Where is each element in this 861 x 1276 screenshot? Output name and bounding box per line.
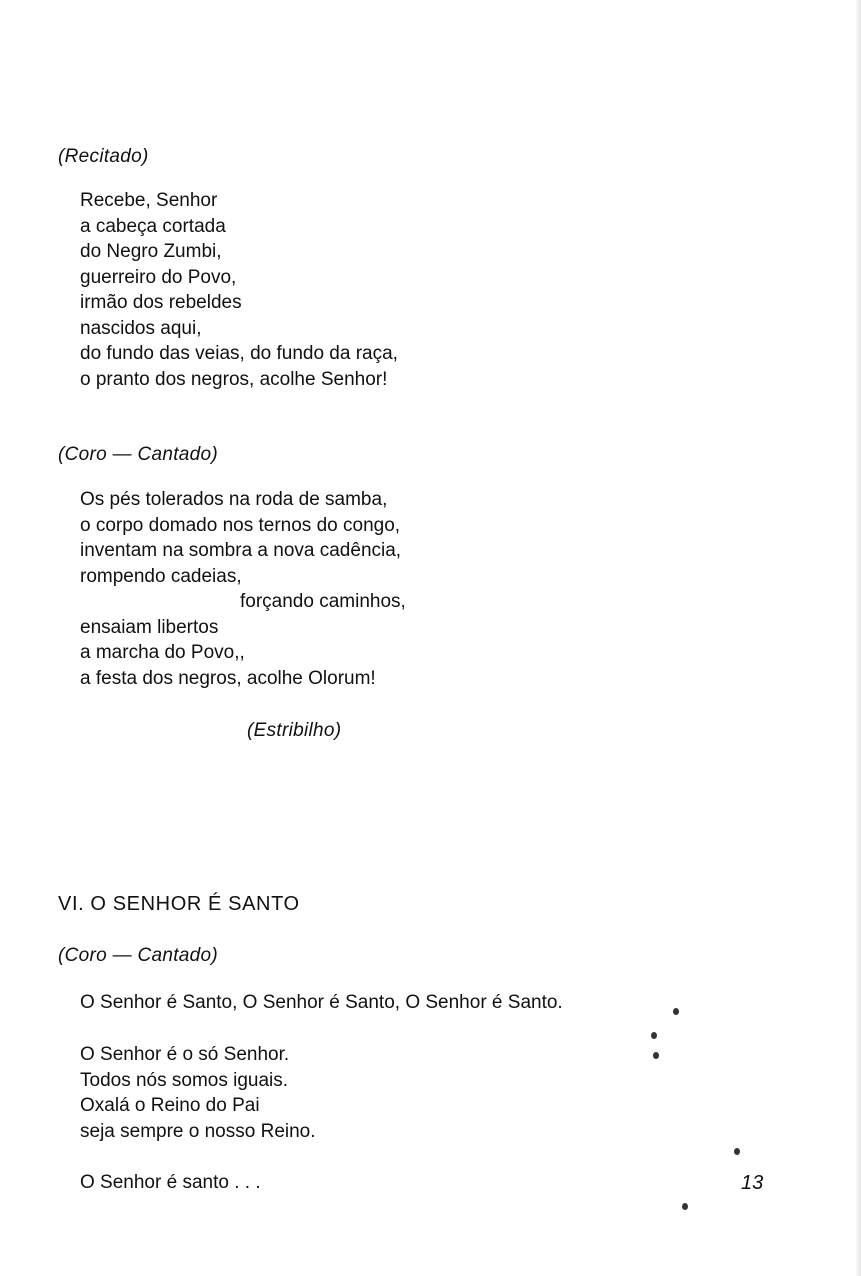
verse-line: o pranto dos negros, acolhe Senhor! <box>80 368 388 390</box>
verse-line: Recebe, Senhor <box>80 190 218 211</box>
coro-label-2: (Coro — Cantado) <box>58 945 219 966</box>
verse-line: nascidos aqui, <box>80 317 202 339</box>
verse-line: O Senhor é o só Senhor. <box>80 1044 290 1065</box>
verse-line: Todos nós somos iguais. <box>80 1069 289 1091</box>
refrain-line: O Senhor é Santo, O Senhor é Santo, O Senhor é Santo. <box>80 992 563 1013</box>
ink-speck <box>651 1032 657 1039</box>
verse-line: irmão dos rebeldes <box>80 292 242 313</box>
verse-line: Oxalá o Reino do Pai <box>80 1095 260 1116</box>
verse-line: o corpo domado nos ternos do congo, <box>80 514 401 536</box>
verse-line: do fundo das veias, do fundo da raça, <box>80 343 398 364</box>
stanza-verse <box>80 1042 316 1144</box>
verse-line: Os pés tolerados na roda de samba, <box>80 489 388 510</box>
page-edge-shadow <box>855 0 861 1276</box>
closing-line: O Senhor é santo . . . <box>80 1172 261 1193</box>
section-title: VI. O SENHOR É SANTO <box>58 893 300 915</box>
verse-line: ensaiam libertos <box>80 616 219 638</box>
recitado-label: (Recitado) <box>58 146 149 167</box>
coro-label: (Coro — Cantado) <box>58 444 219 465</box>
ink-speck <box>682 1203 688 1210</box>
verse-line: do Negro Zumbi, <box>80 241 222 262</box>
verse-line: a marcha do Povo,, <box>80 642 245 663</box>
verse-line: inventam na sombra a nova cadência, <box>80 540 402 561</box>
verse-line-indented: forçando caminhos, <box>240 591 406 612</box>
estribilho-label: (Estribilho) <box>247 720 342 741</box>
recitado-verse <box>80 188 398 392</box>
ink-speck <box>734 1148 740 1155</box>
verse-line: a festa dos negros, acolhe Olorum! <box>80 667 376 689</box>
page-number: 13 <box>741 1172 764 1194</box>
ink-speck <box>673 1008 679 1015</box>
coro-verse <box>80 487 406 691</box>
verse-line: guerreiro do Povo, <box>80 266 237 288</box>
ink-speck <box>653 1052 659 1059</box>
verse-line: seja sempre o nosso Reino. <box>80 1120 316 1142</box>
verse-line: rompendo cadeias, <box>80 565 242 587</box>
verse-line: a cabeça cortada <box>80 215 226 237</box>
